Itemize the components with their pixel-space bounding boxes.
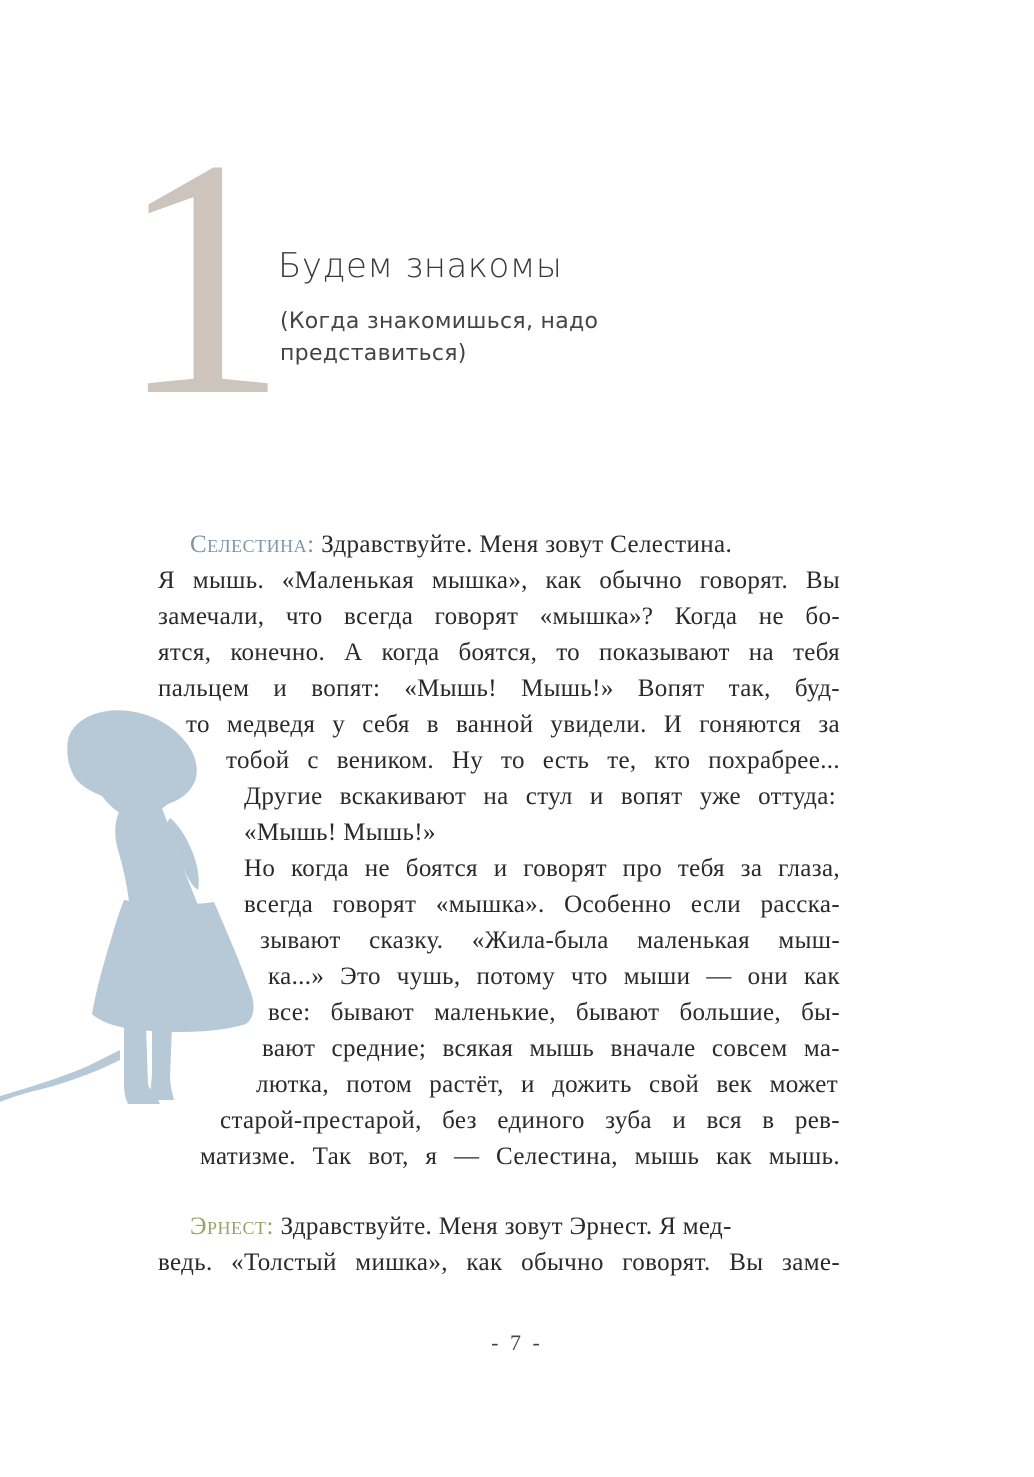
body-line: вают средние; всякая мышь вначале совсем ма- [262, 1035, 840, 1062]
speaker-name: Эрнест: [190, 1213, 274, 1240]
body-line: зывают сказку. «Жила-была маленькая мыш- [260, 927, 840, 954]
page-number: - 7 - [491, 1330, 543, 1355]
chapter-number: 1 [118, 89, 284, 466]
body-line: ведь. «Толстый мишка», как обычно говорят. Вы заме- [158, 1249, 840, 1276]
chapter-title: Будем знакомы [278, 246, 563, 286]
body-line: то медведя у себя в ванной увидели. И гоняются за [186, 711, 840, 738]
body-line: лютка, потом растёт, и дожить свой век может [256, 1071, 838, 1098]
body-line [190, 1212, 840, 1242]
speaker-name: Селестина: [190, 531, 315, 558]
body-line: ятся, конечно. А когда боятся, то показывают на тебя [158, 639, 840, 666]
body-line: матизме. Так вот, я — Селестина, мышь как мышь. [200, 1143, 840, 1170]
body-line: всегда говорят «мышка». Особенно если расска- [244, 891, 840, 918]
body-text: Здравствуйте. Меня зовут Селестина. [314, 531, 733, 558]
body-line: «Мышь! Мышь!» [244, 819, 436, 846]
body-line: Другие вскакивают на стул и вопят уже оттуда: [244, 783, 836, 810]
chapter-subtitle: (Когда знакомишься, надо представиться) [280, 309, 599, 366]
body-line: замечали, что всегда говорят «мышка»? Когда не бо- [158, 603, 840, 630]
body-text: Здравствуйте. Меня зовут Эрнест. Я мед- [273, 1213, 732, 1240]
body-line: старой-престарой, без единого зуба и вся в рев- [220, 1107, 840, 1134]
body-line: ка...» Это чушь, потому что мыши — они как [268, 963, 840, 990]
body-line [190, 530, 840, 560]
body-line: Но когда не боятся и говорят про тебя за глаза, [244, 855, 840, 882]
body-line: все: бывают маленькие, бывают большие, бы- [268, 999, 840, 1026]
body-line: тобой с веником. Ну то есть те, кто похрабрее... [226, 747, 840, 774]
body-line: пальцем и вопят: «Мышь! Мышь!» Вопят так, буд- [158, 675, 840, 702]
body-line: Я мышь. «Маленькая мышка», как обычно говорят. Вы [158, 567, 840, 594]
